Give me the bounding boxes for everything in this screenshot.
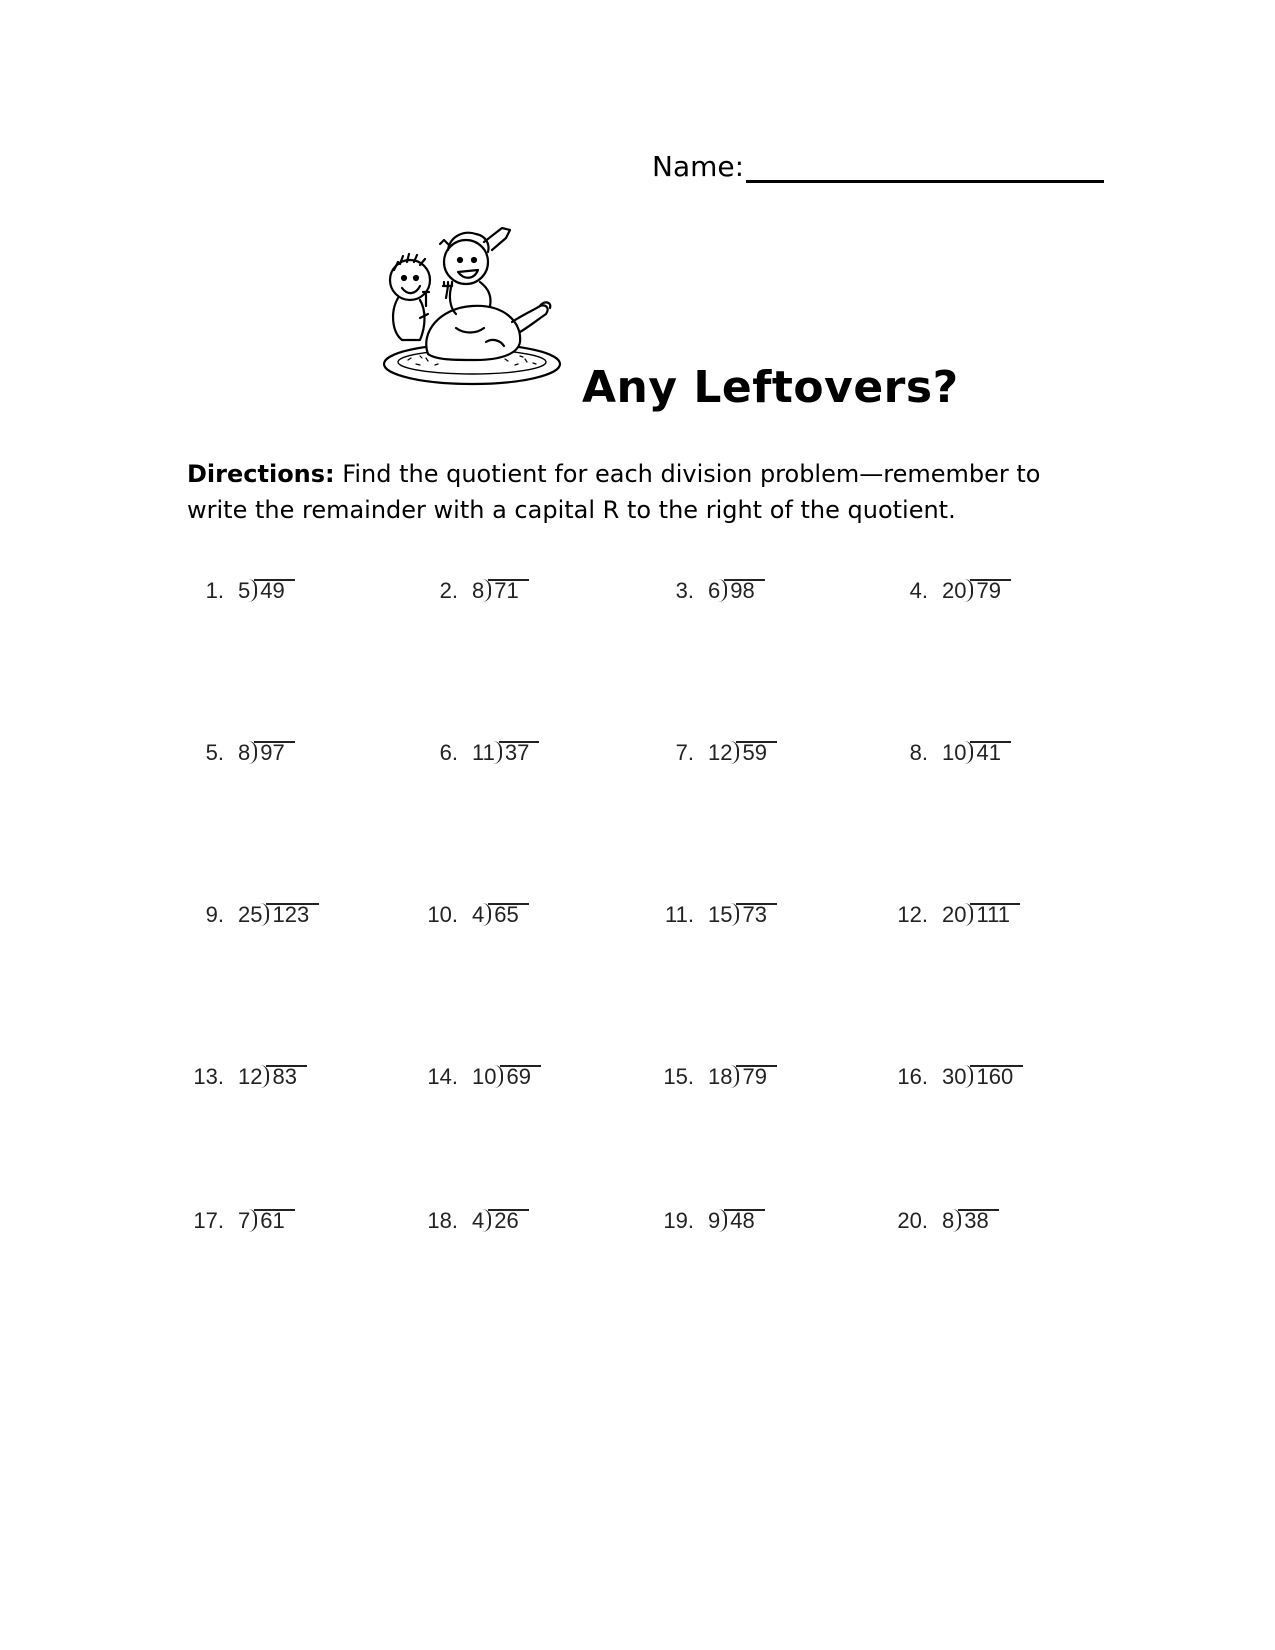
problem-number: 18. <box>427 1208 458 1233</box>
long-division-bracket <box>954 1208 998 1234</box>
problem-9 <box>176 902 319 928</box>
dividend: 71 <box>494 578 519 603</box>
problem-number: 19. <box>663 1208 694 1233</box>
problem-number: 20. <box>897 1208 928 1233</box>
long-division-bracket <box>966 1064 1023 1090</box>
divisor: 7 <box>238 1208 251 1233</box>
dividend: 111 <box>976 902 1010 927</box>
dividend: 37 <box>504 740 530 765</box>
problem-number: 7. <box>675 740 694 765</box>
problem-number: 13. <box>193 1064 224 1089</box>
problem-number: 10. <box>427 902 458 927</box>
problem-number: 12. <box>897 902 928 927</box>
problem-number: 2. <box>439 578 458 603</box>
divisor: 5 <box>238 578 251 603</box>
long-division-bracket <box>720 1208 764 1234</box>
dividend: 59 <box>742 740 767 765</box>
divisor: 20 <box>942 902 967 927</box>
long-division-bracket <box>966 740 1010 766</box>
problem-19 <box>646 1208 765 1234</box>
dividend: 61 <box>260 1208 285 1233</box>
dividend: 79 <box>742 1064 767 1089</box>
long-division-bracket <box>262 902 319 928</box>
dividend: 41 <box>976 740 1001 765</box>
divisor: 12 <box>238 1064 263 1089</box>
divisor: 8 <box>472 578 485 603</box>
divisor: 18 <box>708 1064 733 1089</box>
long-division-bracket <box>250 1208 294 1234</box>
problem-number: 1. <box>205 578 224 603</box>
problem-1 <box>176 578 295 604</box>
problem-4 <box>880 578 1011 604</box>
directions <box>187 456 1087 528</box>
name-field[interactable] <box>652 150 1104 183</box>
problem-number: 15. <box>663 1064 694 1089</box>
problem-14 <box>410 1064 541 1090</box>
long-division-bracket <box>732 1064 776 1090</box>
long-division-bracket <box>720 578 764 604</box>
problem-15 <box>646 1064 777 1090</box>
problem-7 <box>646 740 777 766</box>
kids-turkey-dinner-icon <box>380 222 580 402</box>
dividend: 69 <box>506 1064 531 1089</box>
problem-18 <box>410 1208 529 1234</box>
long-division-bracket <box>484 1208 528 1234</box>
dividend: 98 <box>730 578 755 603</box>
problem-10 <box>410 902 529 928</box>
name-label: Name: <box>652 150 745 183</box>
long-division-bracket <box>250 578 294 604</box>
problem-number: 3. <box>675 578 694 603</box>
dividend: 65 <box>494 902 519 927</box>
divisor: 4 <box>472 1208 485 1233</box>
long-division-bracket <box>966 902 1019 928</box>
dividend: 79 <box>976 578 1001 603</box>
divisor: 10 <box>472 1064 497 1089</box>
problem-20 <box>880 1208 999 1234</box>
divisor: 25 <box>238 902 263 927</box>
problem-number: 5. <box>205 740 224 765</box>
divisor: 15 <box>708 902 733 927</box>
directions-lead: Directions: <box>187 460 335 488</box>
dividend: 97 <box>260 740 285 765</box>
problem-3 <box>646 578 765 604</box>
problem-2 <box>410 578 529 604</box>
problem-13 <box>176 1064 307 1090</box>
directions-text: Find the quotient for each division problem—remember to write the remainder with a capital R to the right of the quotient. <box>187 460 1041 524</box>
problem-5 <box>176 740 295 766</box>
name-blank-line[interactable] <box>746 152 1104 183</box>
long-division-bracket <box>484 578 528 604</box>
problem-number: 8. <box>909 740 928 765</box>
divisor: 6 <box>708 578 721 603</box>
problem-6 <box>410 740 539 766</box>
dividend: 73 <box>742 902 767 927</box>
problem-17 <box>176 1208 295 1234</box>
dividend: 38 <box>964 1208 989 1233</box>
long-division-bracket <box>732 902 776 928</box>
long-division-bracket <box>250 740 294 766</box>
problem-number: 6. <box>439 740 458 765</box>
long-division-bracket <box>262 1064 306 1090</box>
dividend: 123 <box>272 902 310 927</box>
problem-number: 14. <box>427 1064 458 1089</box>
problem-number: 9. <box>205 902 224 927</box>
problem-8 <box>880 740 1011 766</box>
problem-16 <box>880 1064 1023 1090</box>
long-division-bracket <box>484 902 528 928</box>
problem-11 <box>646 902 777 928</box>
divisor: 8 <box>942 1208 955 1233</box>
problem-number: 4. <box>909 578 928 603</box>
dividend: 48 <box>730 1208 755 1233</box>
problem-number: 16. <box>897 1064 928 1089</box>
problem-12 <box>880 902 1020 928</box>
divisor: 12 <box>708 740 733 765</box>
long-division-bracket <box>966 578 1010 604</box>
divisor: 4 <box>472 902 485 927</box>
dividend: 83 <box>272 1064 297 1089</box>
long-division-bracket <box>495 740 539 766</box>
worksheet-title: Any Leftovers? <box>582 362 959 413</box>
divisor: 8 <box>238 740 251 765</box>
dividend: 160 <box>976 1064 1014 1089</box>
divisor: 30 <box>942 1064 967 1089</box>
dividend: 26 <box>494 1208 519 1233</box>
problem-number: 11. <box>665 902 694 927</box>
divisor: 11 <box>472 740 495 765</box>
divisor: 9 <box>708 1208 721 1233</box>
dividend: 49 <box>260 578 285 603</box>
divisor: 20 <box>942 578 967 603</box>
problem-number: 17. <box>193 1208 224 1233</box>
long-division-bracket <box>732 740 776 766</box>
long-division-bracket <box>496 1064 540 1090</box>
divisor: 10 <box>942 740 967 765</box>
